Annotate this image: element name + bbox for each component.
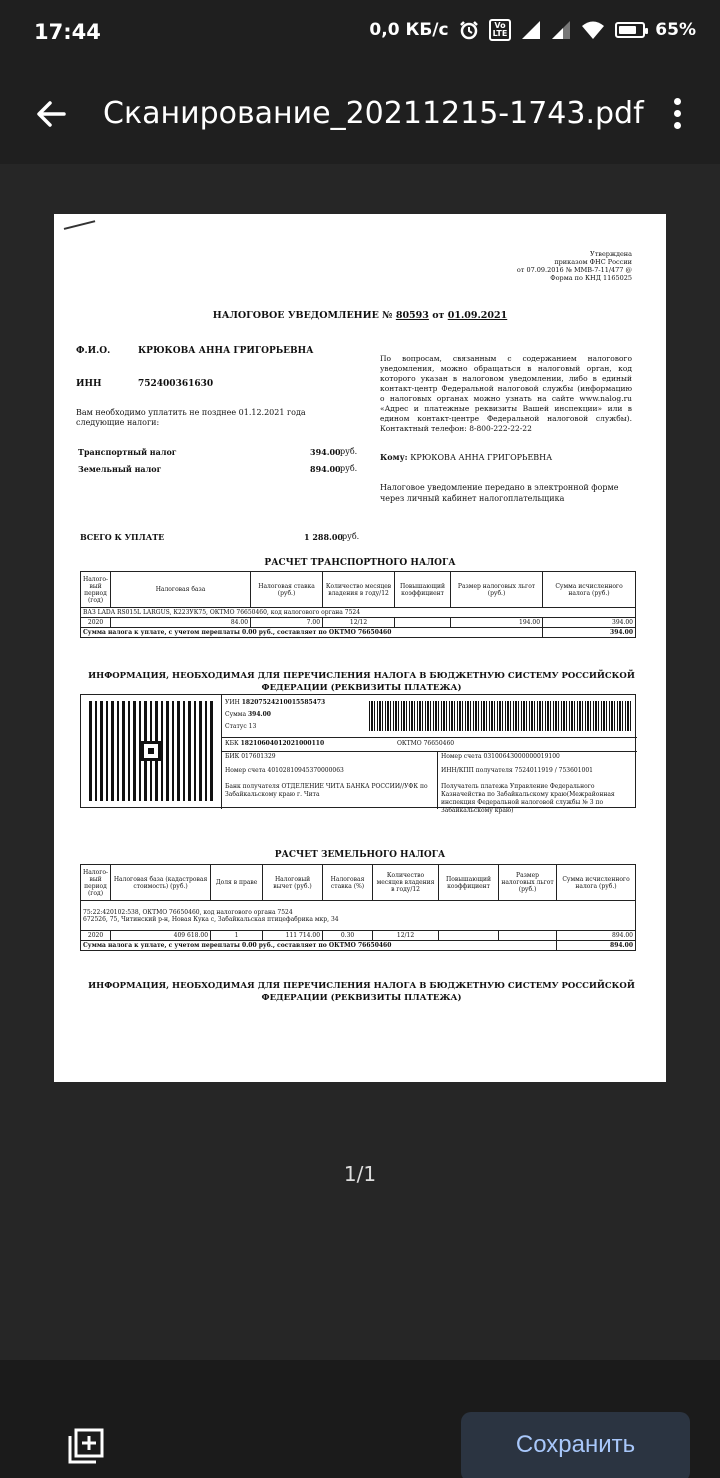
inn-value: 752400361630 bbox=[138, 379, 214, 389]
total-label: ВСЕГО К УПЛАТЕ bbox=[80, 532, 165, 542]
pdf-page[interactable] bbox=[54, 214, 666, 1082]
status-time: 17:44 bbox=[34, 20, 101, 44]
net-speed: 0,0 КБ/с bbox=[369, 20, 449, 40]
bik-row: БИК 017601329 bbox=[225, 753, 276, 760]
total-value: 1 288.00 bbox=[304, 532, 343, 542]
innkpp-row: ИНН/КПП получателя 7524011919 / 753601001 bbox=[441, 767, 593, 774]
table-cell: 1 bbox=[211, 931, 263, 941]
land-heading: РАСЧЕТ ЗЕМЕЛЬНОГО НАЛОГА bbox=[274, 850, 446, 860]
table-cell: 194.00 bbox=[451, 618, 543, 628]
oktmo-row: ОКТМО 76650460 bbox=[397, 740, 455, 747]
tax-name: Транспортный налог bbox=[78, 447, 177, 457]
table-cell: 111 714.00 bbox=[263, 931, 323, 941]
table-header: Повышающий коэффициент bbox=[439, 865, 499, 901]
table-cell: 409 618.00 bbox=[111, 931, 211, 941]
table-cell: 894.00 bbox=[557, 931, 636, 941]
table-cell: 0.30 bbox=[323, 931, 373, 941]
bottom-bar bbox=[0, 1360, 720, 1478]
page-indicator: 1/1 bbox=[343, 1162, 377, 1186]
table-cell: 12/12 bbox=[323, 618, 395, 628]
table-cell: 12/12 bbox=[373, 931, 439, 941]
fio-label: Ф.И.О. bbox=[76, 346, 111, 356]
fio-value: КРЮКОВА АННА ГРИГОРЬЕВНА bbox=[138, 346, 314, 356]
table-cell: 84.00 bbox=[111, 618, 251, 628]
land-table bbox=[80, 864, 636, 951]
notice-title: НАЛОГОВОЕ УВЕДОМЛЕНИЕ № 80593 от 01.09.2021 bbox=[212, 310, 508, 321]
table-header: Налоговая ставка (%) bbox=[323, 865, 373, 901]
tax-object: 75:22:420102:538, ОКТМО 76650460, код налогового органа 7524 672526, 75, Читинский р-н, Новая Кука с, Забайкальская птицефабрика мкр, 34 bbox=[81, 901, 636, 931]
table-header: Размер налоговых льгот (руб.) bbox=[499, 865, 557, 901]
sum-text: Сумма налога к уплате, с учетом переплаты 0.00 руб., составляет по ОКТМО 76650460 bbox=[81, 941, 557, 951]
account2-row: Номер счета 03100643000000019100 bbox=[441, 753, 560, 760]
tax-unit: руб. bbox=[340, 464, 358, 473]
sum-row: Сумма 394.00 bbox=[225, 711, 271, 718]
table-header: Размер налоговых льгот (руб.) bbox=[451, 572, 543, 608]
transport-heading: РАСЧЕТ ТРАНСПОРТНОГО НАЛОГА bbox=[264, 558, 456, 568]
table-cell: 7.00 bbox=[251, 618, 323, 628]
scan-mark bbox=[64, 220, 97, 234]
table-header: Налого-вый период (год) bbox=[81, 572, 111, 608]
more-vert-icon[interactable] bbox=[664, 94, 694, 134]
sum-value: 394.00 bbox=[543, 628, 636, 638]
table-header: Налоговый вычет (руб.) bbox=[263, 865, 323, 901]
table-header: Количество месяцев владения в году/12 bbox=[323, 572, 395, 608]
table-cell bbox=[395, 618, 451, 628]
sum-value: 894.00 bbox=[557, 941, 636, 951]
battery-icon bbox=[615, 22, 645, 38]
document-title: Сканирование_20211215-1743.pdf bbox=[103, 96, 644, 131]
table-header: Налоговая база (кадастровая стоимость) (руб.) bbox=[111, 865, 211, 901]
total-unit: руб. bbox=[342, 532, 360, 541]
table-header: Налоговая база bbox=[111, 572, 251, 608]
approval-stamp: Утверждена приказом ФНС России от 07.09.2016 № ММВ-7-11/477 @ Форма по КНД 1165025 bbox=[516, 250, 632, 282]
add-page-icon[interactable] bbox=[66, 1426, 106, 1466]
kbk-row: КБК 18210604012021000110 bbox=[225, 740, 325, 747]
to-line: Кому: КРЮКОВА АННА ГРИГОРЬЕВНА bbox=[380, 452, 553, 462]
uin-row: УИН 18207524210015585473 bbox=[225, 699, 326, 706]
tax-amount: 894.00 bbox=[310, 464, 341, 474]
tax-name: Земельный налог bbox=[78, 464, 162, 474]
pay-note: Вам необходимо уплатить не позднее 01.12.2021 года следующие налоги: bbox=[76, 408, 306, 427]
table-header: Сумма исчисленного налога (руб.) bbox=[543, 572, 636, 608]
account-row: Номер счета 40102810945370000063 bbox=[225, 767, 344, 774]
pdf-viewer[interactable] bbox=[0, 164, 720, 1360]
recipient-row: Получатель платежа Управление Федерального Казначейства по Забайкальскому краю(Межрайонная инспекция Федеральной налоговой службы № 3 по Забайкальскому краю) bbox=[441, 783, 615, 814]
electronic-note: Налоговое уведомление передано в электронной форме через личный кабинет налогоплательщика bbox=[380, 483, 619, 503]
table-header: Сумма исчисленного налога (руб.) bbox=[557, 865, 636, 901]
table-cell bbox=[499, 931, 557, 941]
table-header: Налого-вый период (год) bbox=[81, 865, 111, 901]
table-cell: 2020 bbox=[81, 618, 111, 628]
table-header: Повышающий коэффициент bbox=[395, 572, 451, 608]
table-cell: 394.00 bbox=[543, 618, 636, 628]
tax-amount: 394.00 bbox=[310, 447, 341, 457]
status-row: Статус 13 bbox=[225, 723, 257, 730]
signal-icon bbox=[551, 20, 571, 40]
payment-block bbox=[80, 694, 636, 814]
inn-label: ИНН bbox=[76, 379, 102, 389]
info-heading: ИНФОРМАЦИЯ, НЕОБХОДИМАЯ ДЛЯ ПЕРЕЧИСЛЕНИЯ НАЛОГА В БЮДЖЕТНУЮ СИСТЕМУ РОССИЙСКОЙ ФЕДЕРАЦИИ (РЕКВИЗИТЫ ПЛАТЕЖА) bbox=[88, 981, 635, 1003]
bank-row: Банк получателя ОТДЕЛЕНИЕ ЧИТА БАНКА РОССИИ//УФК по Забайкальскому краю г. Чита bbox=[225, 783, 428, 798]
volte-icon: Vo LTE bbox=[489, 19, 512, 41]
transport-table bbox=[80, 571, 636, 638]
table-header: Налоговая ставка (руб.) bbox=[251, 572, 323, 608]
qr-code bbox=[89, 701, 213, 801]
save-button[interactable]: Сохранить bbox=[461, 1412, 690, 1478]
sum-text: Сумма налога к уплате, с учетом переплаты 0.00 руб., составляет по ОКТМО 76650460 bbox=[81, 628, 543, 638]
tax-object: ВАЗ LADA RS015L LARGUS, К223УК75, ОКТМО 76650460, код налогового органа 7524 bbox=[81, 608, 636, 618]
tax-unit: руб. bbox=[340, 447, 358, 456]
table-cell bbox=[439, 931, 499, 941]
table-header: Количество месяцев владения в году/12 bbox=[373, 865, 439, 901]
arrow-left-icon[interactable] bbox=[30, 92, 74, 136]
status-bar bbox=[0, 0, 720, 64]
app-bar bbox=[0, 64, 720, 164]
signal-icon bbox=[521, 20, 541, 40]
table-cell: 2020 bbox=[81, 931, 111, 941]
barcode bbox=[369, 701, 631, 731]
wifi-icon bbox=[581, 20, 605, 40]
questions-text: По вопросам, связанным с содержанием налогового уведомления, можно обращаться в налоговый орган, код которого указан в налоговом уведомлении, либо в единый контакт-центр Федеральной налоговой службы (информацию о налоговых органах можно узнать на сайте www.nalog.ru «Адрес и платежные реквизиты Вашей инспекции» или в едином контакт-центре Федеральной налоговой службы). Контактный телефон: 8-800-222-22-22 bbox=[380, 354, 632, 433]
battery-text: 65% bbox=[655, 20, 696, 40]
alarm-icon bbox=[459, 20, 479, 40]
info-heading: ИНФОРМАЦИЯ, НЕОБХОДИМАЯ ДЛЯ ПЕРЕЧИСЛЕНИЯ НАЛОГА В БЮДЖЕТНУЮ СИСТЕМУ РОССИЙСКОЙ ФЕДЕРАЦИИ (РЕКВИЗИТЫ ПЛАТЕЖА) bbox=[88, 671, 635, 693]
table-header: Доля в праве bbox=[211, 865, 263, 901]
status-icons bbox=[369, 19, 696, 41]
